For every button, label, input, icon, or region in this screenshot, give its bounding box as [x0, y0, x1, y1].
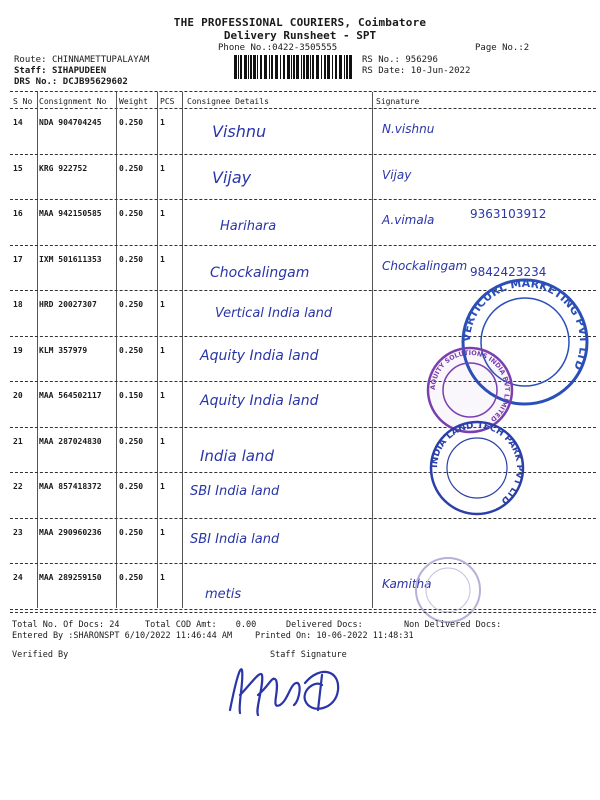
row-weight: 0.250	[119, 254, 144, 264]
rs-date-value: 10-Jun-2022	[410, 66, 471, 76]
col-divider	[372, 92, 373, 608]
barcode-bar	[264, 55, 267, 79]
cod-label: Total COD Amt:	[145, 620, 217, 630]
barcode-bar	[327, 55, 330, 79]
barcode-bar	[248, 55, 249, 79]
row-consignee-handwritten: Aquity India land	[200, 347, 319, 364]
col-divider	[37, 92, 38, 608]
row-sno: 19	[13, 345, 23, 355]
row-sno: 16	[13, 209, 23, 218]
drs-line	[14, 77, 128, 87]
barcode-bar	[332, 55, 333, 79]
row-consignee-handwritten: Aquity India land	[200, 393, 319, 409]
row-sno: 17	[13, 254, 23, 264]
row-sno: 18	[13, 300, 23, 309]
printed-on	[255, 631, 414, 641]
row-weight: 0.150	[119, 391, 144, 400]
row-pcs: 1	[160, 300, 165, 309]
row-weight: 0.250	[119, 300, 144, 309]
row-sno: 24	[13, 573, 23, 582]
row-pcs: 1	[160, 254, 165, 264]
barcode-bar	[344, 55, 345, 79]
barcode-bar	[349, 55, 352, 79]
phone-number: Phone No.:0422-3505555	[218, 43, 338, 53]
row-weight: 0.250	[119, 482, 144, 491]
verified-by-label: Verified By	[12, 650, 69, 660]
rs-date-line	[362, 66, 470, 76]
row-weight: 0.250	[119, 118, 144, 127]
row-signature-handwritten: Chockalingam	[382, 258, 468, 273]
row-signature-phone: 9363103912	[470, 207, 547, 221]
barcode-bar	[271, 55, 273, 79]
drs-value: DCJB95629602	[62, 77, 128, 87]
barcode-bar	[238, 55, 239, 79]
company-name: THE PROFESSIONAL COURIERS, Coimbatore	[173, 16, 427, 29]
barcode-bar	[296, 55, 299, 79]
barcode-bar	[306, 55, 309, 79]
document-title: Delivery Runsheet - SPT	[223, 29, 377, 42]
aquity-stamp-text: AQUITY SOLUTIONS INDIA PVT LIMITED	[428, 348, 512, 424]
faint-stamp	[408, 555, 488, 625]
col-divider	[157, 92, 158, 608]
barcode-bar	[260, 55, 262, 79]
route-line	[14, 55, 149, 65]
row-pcs: 1	[160, 573, 165, 582]
row-weight: 0.250	[119, 209, 144, 218]
row-divider	[10, 154, 596, 155]
entered-by	[12, 631, 232, 641]
row-consignment-no: KRG 922752	[39, 163, 88, 173]
row-sno: 20	[13, 391, 23, 400]
cod-value: 0.00	[235, 620, 257, 630]
barcode-bar	[321, 55, 322, 79]
row-consignee-handwritten: Chockalingam	[210, 264, 310, 281]
row-divider	[10, 563, 596, 564]
row-signature-phone: 9842423234	[470, 264, 547, 279]
row-pcs: 1	[160, 118, 165, 127]
printed-label: Printed On:	[255, 631, 312, 641]
row-consignment-no: MAA 942150585	[39, 209, 102, 218]
barcode-bar	[269, 55, 270, 79]
row-sno: 15	[13, 163, 23, 173]
staff-label: Staff:	[14, 66, 47, 76]
row-signature-handwritten: Vijay	[382, 167, 412, 182]
rs-no-value: 956296	[405, 55, 438, 65]
col-signature: Signature	[376, 97, 420, 106]
row-sno: 21	[13, 436, 23, 446]
row-weight: 0.250	[119, 527, 144, 537]
staff-signature-label: Staff Signature	[270, 650, 347, 660]
header-top-rule	[10, 91, 596, 92]
row-weight: 0.250	[119, 345, 144, 355]
barcode-bar	[283, 55, 285, 79]
row-consignee-handwritten: SBI India land	[190, 531, 280, 547]
col-pcs: PCS	[160, 97, 175, 106]
total-cod	[145, 620, 256, 630]
header-bottom-rule	[10, 108, 596, 109]
entered-value: SHARONSPT 6/10/2022 11:46:44 AM	[73, 631, 233, 641]
entered-label: Entered By :	[12, 631, 74, 641]
col-weight: Weight	[119, 97, 148, 106]
row-pcs: 1	[160, 163, 165, 173]
row-consignee-handwritten: Harihara	[220, 219, 277, 234]
row-pcs: 1	[160, 209, 165, 218]
printed-value: 10-06-2022 11:48:31	[316, 631, 414, 641]
barcode-image	[232, 55, 352, 79]
barcode-bar	[346, 55, 348, 79]
drs-label: DRS No.:	[14, 77, 58, 87]
barcode-bar	[280, 55, 281, 79]
rs-date-label: RS Date:	[362, 66, 406, 76]
barcode-bar	[257, 55, 258, 79]
barcode-bar	[244, 55, 247, 79]
rs-no-line	[362, 55, 438, 65]
barcode-bar	[287, 55, 290, 79]
row-pcs: 1	[160, 482, 165, 491]
col-sno: S No	[13, 97, 33, 106]
indialand-stamp-text: INDIA LAND TECH PARK PVT LTD	[429, 420, 524, 506]
row-signature-handwritten: A.vimala	[382, 213, 435, 227]
barcode-bar	[324, 55, 326, 79]
barcode-bar	[310, 55, 311, 79]
row-consignee-handwritten: Vertical India land	[215, 306, 333, 321]
staff-line	[14, 66, 106, 76]
route-label: Route:	[14, 55, 47, 65]
row-consignee-handwritten: Vijay	[212, 167, 252, 187]
rs-no-label: RS No.:	[362, 55, 400, 65]
barcode-bar	[234, 55, 237, 79]
staff-value: SIHAPUDEEN	[51, 66, 107, 76]
row-pcs: 1	[160, 436, 165, 446]
row-weight: 0.250	[119, 436, 144, 446]
row-weight: 0.250	[119, 163, 144, 173]
barcode-bar	[303, 55, 305, 79]
row-consignee-handwritten: India land	[200, 446, 274, 465]
row-consignment-no: HRD 20027307	[39, 300, 97, 309]
staff-signature-image	[210, 655, 360, 730]
row-pcs: 1	[160, 345, 165, 355]
total-docs	[12, 620, 120, 630]
barcode-bar	[301, 55, 302, 79]
row-consignment-no: IXM 501611353	[39, 254, 102, 264]
row-sno: 14	[13, 118, 23, 127]
barcode-bar	[312, 55, 314, 79]
barcode-bar	[293, 55, 295, 79]
row-consignment-no: MAA 857418372	[39, 482, 102, 491]
row-consignee-handwritten: SBI India land	[190, 484, 280, 499]
row-divider	[10, 199, 596, 200]
row-signature-handwritten: N.vishnu	[382, 122, 435, 136]
row-weight: 0.250	[119, 573, 144, 582]
total-docs-label: Total No. Of Docs:	[12, 620, 105, 630]
barcode-bar	[253, 55, 256, 79]
row-consignment-no: MAA 564502117	[39, 391, 102, 400]
col-consignment: Consignment No	[39, 97, 107, 106]
row-consignment-no: NDA 904704245	[39, 118, 102, 127]
row-divider	[10, 245, 596, 246]
page-number: Page No.:2	[475, 43, 530, 53]
barcode-bar	[339, 55, 342, 79]
footer-rule	[10, 612, 596, 613]
col-divider	[182, 92, 183, 608]
row-consignment-no: KLM 357979	[39, 345, 88, 355]
barcode-bar	[275, 55, 278, 79]
barcode-bar	[250, 55, 252, 79]
row-consignee-handwritten: Vishnu	[212, 122, 267, 141]
row-signature-handwritten: Kamitha	[382, 577, 432, 591]
barcode-bar	[335, 55, 337, 79]
total-docs-value: 24	[109, 620, 120, 630]
row-sno: 23	[13, 527, 23, 537]
row-consignee-handwritten: metis	[205, 587, 242, 602]
barcode-bar	[291, 55, 292, 79]
verticurl-stamp-text: VERTICURL MARKETING PVT LTD	[459, 276, 591, 372]
col-divider	[116, 92, 117, 608]
row-consignment-no: MAA 287024830	[39, 436, 102, 446]
row-pcs: 1	[160, 527, 165, 537]
row-divider	[10, 609, 596, 610]
row-consignment-no: MAA 290960236	[39, 527, 102, 537]
row-pcs: 1	[160, 391, 165, 400]
indialand-stamp	[422, 418, 532, 518]
delivered-docs-label: Delivered Docs:	[286, 620, 363, 630]
barcode-bar	[240, 55, 242, 79]
row-consignment-no: MAA 289259150	[39, 573, 102, 582]
non-delivered-docs-label: Non Delivered Docs:	[404, 620, 502, 630]
svg-text:INDIA LAND TECH PARK PVT LTD	[430, 421, 524, 506]
row-sno: 22	[13, 482, 23, 491]
route-value: CHINNAMETTUPALAYAM	[51, 55, 150, 65]
col-consignee: Consignee Details	[187, 97, 269, 106]
barcode-bar	[316, 55, 319, 79]
